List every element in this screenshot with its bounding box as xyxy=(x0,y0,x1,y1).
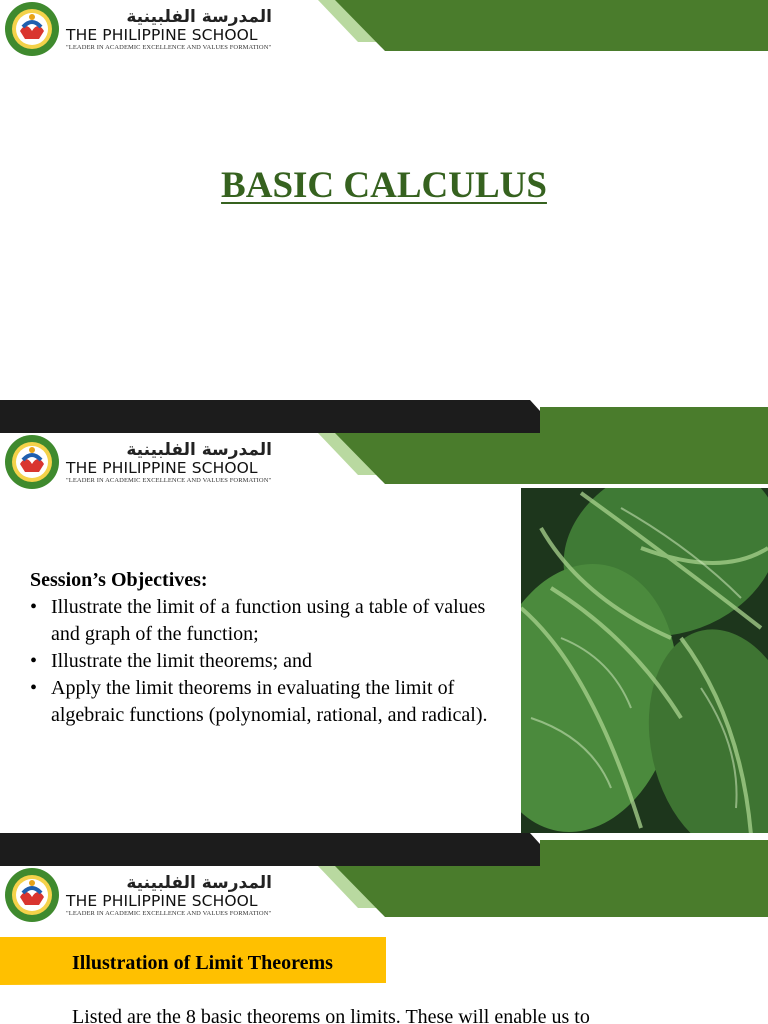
school-seal-icon xyxy=(3,434,61,490)
section-banner-title: Illustration of Limit Theorems xyxy=(72,952,333,974)
dark-band xyxy=(0,400,560,433)
school-logo-text xyxy=(66,8,316,52)
leaf-photo xyxy=(521,488,768,833)
objectives-heading: Session’s Objectives: xyxy=(30,569,208,591)
green-band xyxy=(540,840,768,866)
school-motto: "LEADER IN ACADEMIC EXCELLENCE AND VALUES FORMATION" xyxy=(66,477,272,484)
school-arabic-name: المدرسة الفلبينية xyxy=(126,873,272,893)
school-logo-text xyxy=(66,874,316,918)
green-header-bar xyxy=(335,0,768,51)
intro-text: Listed are the 8 basic theorems on limits. These will enable us to xyxy=(72,1006,590,1024)
school-arabic-name: المدرسة الفلبينية xyxy=(126,7,272,27)
title-text: BASIC CALCULUS xyxy=(221,165,547,206)
school-name: THE PHILIPPINE SCHOOL xyxy=(66,459,258,477)
school-seal-icon xyxy=(3,1,61,57)
slide-title xyxy=(0,0,768,400)
school-name: THE PHILIPPINE SCHOOL xyxy=(66,26,258,44)
green-header-bar xyxy=(335,866,768,917)
slide-header xyxy=(0,0,768,58)
school-arabic-name: المدرسة الفلبينية xyxy=(126,440,272,460)
slide-title-heading xyxy=(0,164,768,207)
school-motto: "LEADER IN ACADEMIC EXCELLENCE AND VALUES FORMATION" xyxy=(66,44,272,51)
dark-band xyxy=(0,833,560,866)
slide-header xyxy=(0,433,768,491)
slide-objectives xyxy=(0,433,768,833)
objectives-list xyxy=(30,594,500,729)
objectives-block xyxy=(30,567,500,729)
slide-limit-theorems xyxy=(0,866,768,1024)
slide-separator xyxy=(0,400,768,433)
objective-item: • Illustrate the limit theorems; and xyxy=(30,648,500,675)
school-motto: "LEADER IN ACADEMIC EXCELLENCE AND VALUES FORMATION" xyxy=(66,910,272,917)
objective-item: • Illustrate the limit of a function using a table of values and graph of the function; xyxy=(30,594,500,648)
school-seal-icon xyxy=(3,867,61,923)
slide-header xyxy=(0,866,768,924)
green-band xyxy=(540,407,768,433)
school-name: THE PHILIPPINE SCHOOL xyxy=(66,892,258,910)
objective-item: • Apply the limit theorems in evaluating the limit of algebraic functions (polynomial, rational, and radical). xyxy=(30,675,500,729)
green-header-bar xyxy=(335,433,768,484)
slide-separator xyxy=(0,833,768,866)
school-logo-text xyxy=(66,441,316,485)
